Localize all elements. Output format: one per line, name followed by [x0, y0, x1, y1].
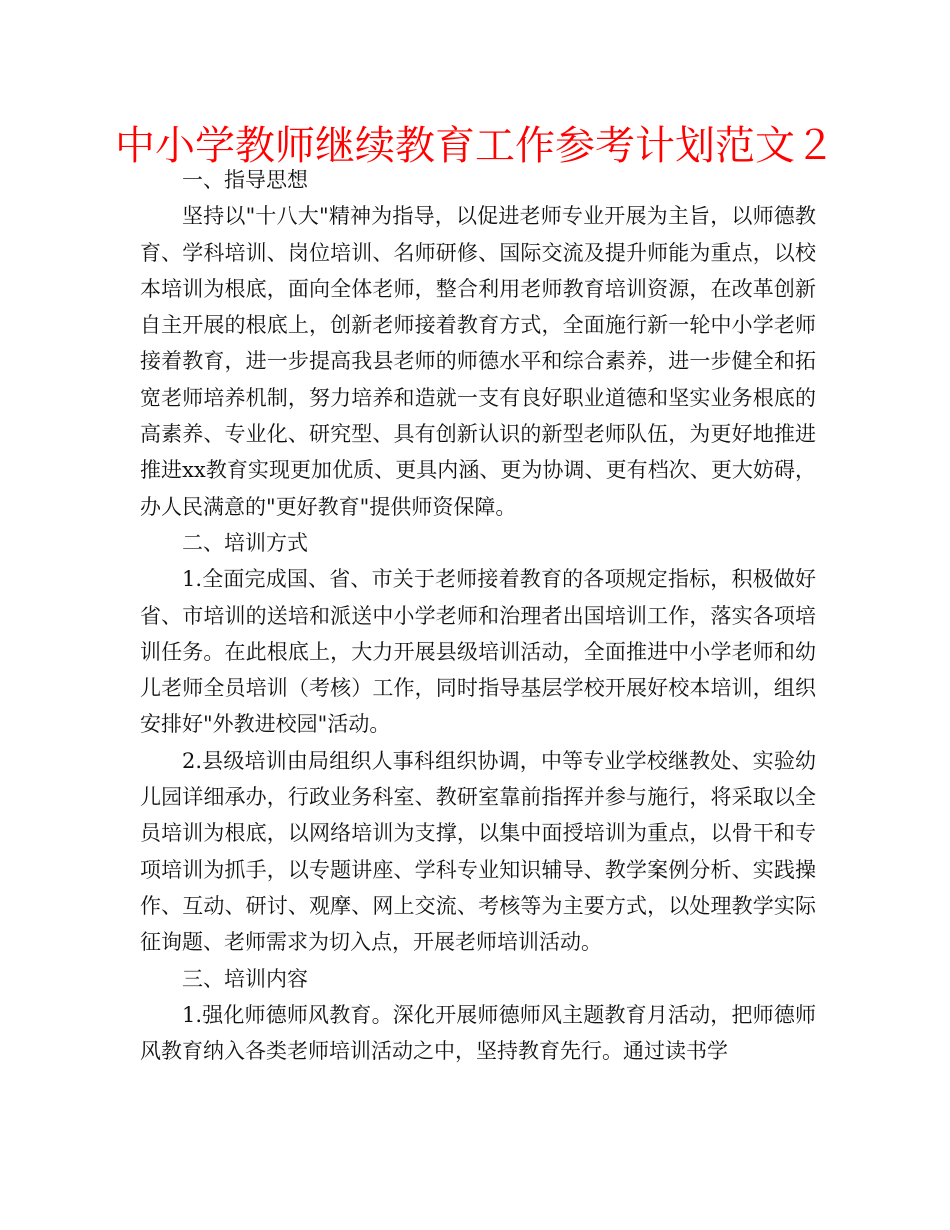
paragraph-training-method-2: 2.县级培训由局组织人事科组织协调，中等专业学校继教处、实验幼儿园详细承办，行政业务科室、教研室靠前指挥并参与施行，将采取以全员培训为根底，以网络培训为支撑，以集中面授培训为重点，以骨干和专项培训为抓手，以专题讲座、学科专业知识辅导、教学案例分析、实践操作、互动、研讨、观摩、网上交流、考核等为主要方式，以处理教学实际征询题、老师需求为切入点，开展老师培训活动。	[140, 748, 816, 955]
section-heading-training-content: 三、培训内容	[182, 966, 308, 991]
paragraph-training-content-1: 1.强化师德师风教育。深化开展师德师风主题教育月活动，把师德师风教育纳入各类老师培训活动之中，坚持教育先行。通过读书学	[140, 1002, 816, 1064]
section-heading-training-methods: 二、培训方式	[182, 530, 308, 555]
paragraph-guiding-ideology: 坚持以"十八大"精神为指导，以促进老师专业开展为主旨，以师德教育、学科培训、岗位培训、名师研修、国际交流及提升师能为重点，以校本培训为根底，面向全体老师，整合利用老师教育培训资源，在改革创新自主开展的根底上，创新老师接着教育方式，全面施行新一轮中小学老师接着教育，进一步提高我县老师的师德水平和综合素养，进一步健全和拓宽老师培养机制，努力培养和造就一支有良好职业道德和坚实业务根底的高素养、专业化、研究型、具有创新认识的新型老师队伍，为更好地推进推进xx教育实现更加优质、更具内涵、更为协调、更有档次、更大妨碍，办人民满意的"更好教育"提供师资保障。	[140, 204, 816, 519]
document-body	[140, 162, 816, 1069]
section-heading-guiding-ideology: 一、指导思想	[182, 168, 308, 192]
paragraph-training-method-1: 1.全面完成国、省、市关于老师接着教育的各项规定指标，积极做好省、市培训的送培和派送中小学老师和治理者出国培训工作，落实各项培训任务。在此根底上，大力开展县级培训活动，全面推进中小学老师和幼儿老师全员培训（考核）工作，同时指导基层学校开展好校本培训，组织安排好"外教进校园"活动。	[140, 567, 816, 737]
document-title: 中小学教师继续教育工作参考计划范文２	[115, 123, 835, 169]
